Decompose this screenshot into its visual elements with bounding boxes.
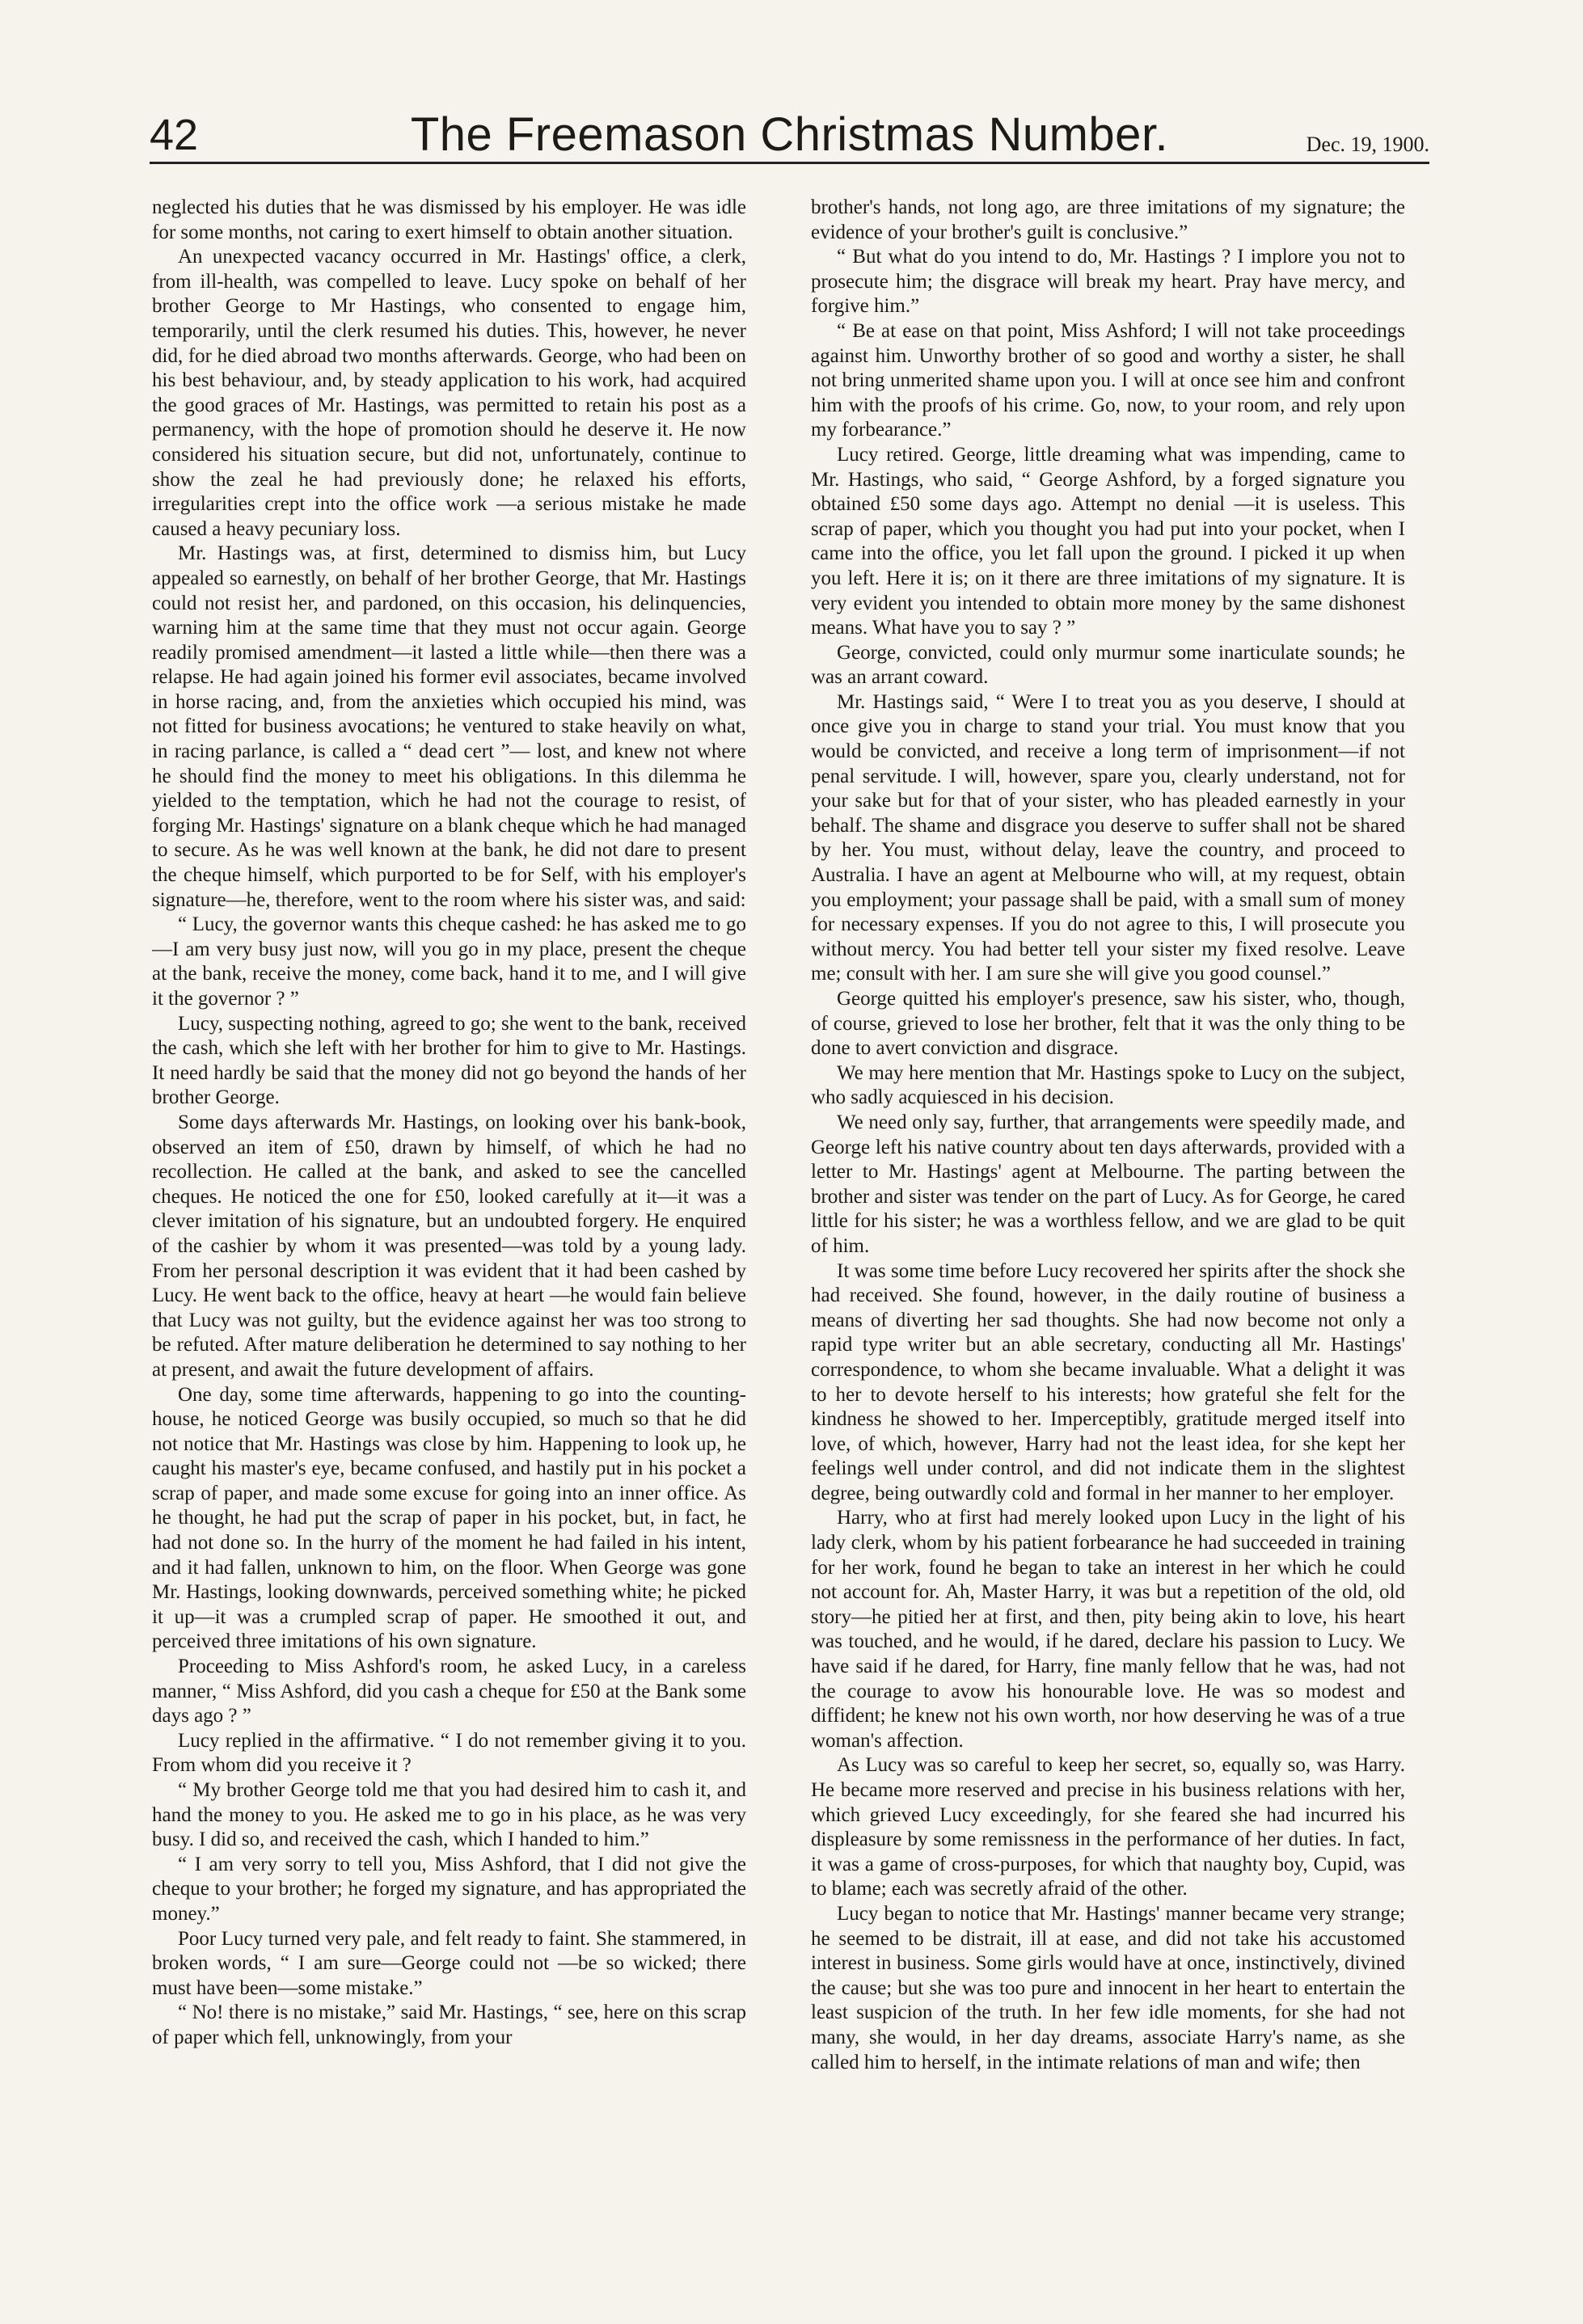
right-column <box>811 196 1405 2265</box>
paragraph: Mr. Hastings said, “ Were I to treat you as you deserve, I should at once give you in charge to stand your trial. You must know that you would be convicted, and receive a long term of imprisonment—if not penal servitude. I will, however, spare you, clearly understand, not for your sake but for that of your sister, who has pleaded earnestly in your behalf. The shame and disgrace you deserve to suffer shall not be shared by her. You must, without delay, leave the country, and proceed to Australia. I have an agent at Melbourne who will, at my request, obtain you employment; your passage shall be paid, with a small sum of money for necessary expenses. If you do not agree to this, I will prosecute you without mercy. You had better tell your sister my fixed resolve. Leave me; consult with her. I am sure she will give you good counsel.” <box>811 690 1405 985</box>
paragraph: Lucy began to notice that Mr. Hastings' manner became very strange; he seemed to be distrait, ill at ease, and did not take his accustomed interest in business. Some girls would have at once, instinctively, divined the cause; but she was too pure and innocent in her heart to entertain the least suspicion of the truth. In her few idle moments, for she had not many, she would, in her day dreams, associate Harry's name, as she called him to herself, in the intimate relations of man and wife; then <box>811 1902 1405 2073</box>
left-column <box>152 196 746 2265</box>
paragraph: Lucy retired. George, little dreaming what was impending, came to Mr. Hastings, who said, “ George Ashford, by a forged signature you obtained £50 some days ago. Attempt no denial —it is useless. This scrap of paper, which you thought you had put into your pocket, when I came into the office, you let fall upon the ground. I picked it up when you left. Here it is; on it there are three imitations of my signature. It is very evident you intended to obtain more money by the same dishonest means. What have you to say ? ” <box>811 443 1405 639</box>
paragraph: “ Be at ease on that point, Miss Ashford; I will not take proceedings against him. Unworthy brother of so good and worthy a sister, he shall not bring unmerited shame upon you. I will at once see him and confront him with the proofs of his crime. Go, now, to your room, and rely upon my forbearance.” <box>811 319 1405 441</box>
paragraph: George, convicted, could only murmur some inarticulate sounds; he was an arrant coward. <box>811 641 1405 689</box>
paragraph: “ My brother George told me that you had desired him to cash it, and hand the money to you. He asked me to go in his place, as he was very busy. I did so, and received the cash, which I handed to him.” <box>152 1779 746 1851</box>
paragraph: We may here mention that Mr. Hastings spoke to Lucy on the subject, who sadly acquiesced in his decision. <box>811 1061 1405 1109</box>
paragraph: “ Lucy, the governor wants this cheque cashed: he has asked me to go—I am very busy just now, will you go in my place, present the cheque at the bank, receive the money, come back, hand it to me, and I will give it the governor ? ” <box>152 913 746 1010</box>
paragraph: Harry, who at first had merely looked upon Lucy in the light of his lady clerk, whom by his patient forbearance he had succeeded in training for her work, found he began to take an interest in her which he could not account for. Ah, Master Harry, it was but a repetition of the old, old story—he pitied her at first, and then, pity being akin to love, his heart was touched, and he would, if he dared, declare his passion to Lucy. We have said if he dared, for Harry, fine manly fellow that he was, had not the courage to avow his honourable love. He was so modest and diffident; he knew not his own worth, nor how deserving he was of a true woman's affection. <box>811 1507 1405 1752</box>
paragraph: “ I am very sorry to tell you, Miss Ashford, that I did not give the cheque to your brother; he forged my signature, and has appropriated the money.” <box>152 1853 746 1925</box>
paragraph: George quitted his employer's presence, saw his sister, who, though, of course, grieved to lose her brother, felt that it was the only thing to be done to avert conviction and disgrace. <box>811 988 1405 1060</box>
paragraph: It was some time before Lucy recovered her spirits after the shock she had received. She found, however, in the daily routine of business a means of diverting her sad thoughts. She had now become not only a rapid type writer but an able secretary, conducting all Mr. Hastings' correspondence, to whom she became invaluable. What a delight it was to her to devote herself to his interests; how grateful she felt for the kindness he showed to her. Imperceptibly, gratitude merged itself into love, of which, however, Harry had not the least idea, for she kept her feelings well under control, and did not indicate them in the slightest degree, being outwardly cold and formal in her manner to her employer. <box>811 1259 1405 1504</box>
paragraph: “ But what do you intend to do, Mr. Hastings ? I implore you not to prosecute him; the disgrace will break my heart. Pray have mercy, and forgive him.” <box>811 246 1405 318</box>
paragraph: Proceeding to Miss Ashford's room, he asked Lucy, in a careless manner, “ Miss Ashford, did you cash a cheque for £50 at the Bank some days ago ? ” <box>152 1655 746 1727</box>
page-number: 42 <box>150 111 199 159</box>
page-header <box>150 108 1429 164</box>
paragraph: An unexpected vacancy occurred in Mr. Hastings' office, a clerk, from ill-health, was compelled to leave. Lucy spoke on behalf of her brother George to Mr Hastings, who consented to engage him, temporarily, until the clerk resumed his duties. This, however, he never did, for he died abroad two months afterwards. George, who had been on his best behaviour, and, by steady application to his work, had acquired the good graces of Mr. Hastings, was permitted to retain his post as a permanency, with the hope of promotion should he deserve it. He now considered his situation secure, but did not, unfortunately, continue to show the zeal he had previously done; he relaxed his efforts, irregularities crept into the office work —a serious mistake he made caused a heavy pecuniary loss. <box>152 246 746 540</box>
paragraph: One day, some time afterwards, happening to go into the counting-house, he noticed George was busily occupied, so much so that he did not notice that Mr. Hastings was close by him. Happening to look up, he caught his master's eye, became confused, and hastily put in his pocket a scrap of paper, and made some excuse for going into an inner office. As he thought, he had put the scrap of paper in his pocket, but, in fact, he had not done so. In the hurry of the moment he had failed in his intent, and it had fallen, unknown to him, on the floor. When George was gone Mr. Hastings, looking downwards, perceived something white; he picked it up—it was a crumpled scrap of paper. He smoothed it out, and perceived three imitations of his own signature. <box>152 1383 746 1653</box>
paragraph: Poor Lucy turned very pale, and felt ready to faint. She stammered, in broken words, “ I am sure—George could not —be so wicked; there must have been—some mistake.” <box>152 1927 746 1999</box>
paragraph: Lucy replied in the affirmative. “ I do not remember giving it to you. From whom did you receive it ? <box>152 1729 746 1777</box>
paragraph: Mr. Hastings was, at first, determined to dismiss him, but Lucy appealed so earnestly, on behalf of her brother George, that Mr. Hastings could not resist her, and pardoned, on this occasion, his delinquencies, warning him at the same time that they must not occur again. George readily promised amendment—it lasted a little while—then there was a relapse. He had again joined his former evil associates, became involved in horse racing, and, from the anxieties which occupied his mind, was not fitted for business avocations; he ventured to stake heavily on what, in racing parlance, is called a “ dead cert ”— lost, and knew not where he should find the money to meet his obligations. In this dilemma he yielded to the temptation, which he had not the courage to resist, of forging Mr. Hastings' signature on a blank cheque which he had managed to secure. As he was well known at the bank, he did not dare to present the cheque himself, which purported to be for Self, with his employer's signature—he, therefore, went to the room where his sister was, and said: <box>152 542 746 911</box>
paragraph: Lucy, suspecting nothing, agreed to go; she went to the bank, received the cash, which she left with her brother for him to give to Mr. Hastings. It need hardly be said that the money did not go beyond the hands of her brother George. <box>152 1012 746 1109</box>
paragraph: brother's hands, not long ago, are three imitations of my signature; the evidence of your brother's guilt is conclusive.” <box>811 196 1405 243</box>
paragraph: We need only say, further, that arrangements were speedily made, and George left his native country about ten days afterwards, provided with a letter to Mr. Hastings' agent at Melbourne. The parting between the brother and sister was tender on the part of Lucy. As for George, he cared little for his sister; he was a worthless fellow, and we are glad to be quit of him. <box>811 1111 1405 1257</box>
publication-title: The Freemason Christmas Number. <box>410 108 1169 161</box>
issue-date: Dec. 19, 1900. <box>1306 133 1429 156</box>
paragraph: Some days afterwards Mr. Hastings, on looking over his bank-book, observed an item of £50, drawn by himself, of which he had no recollection. He called at the bank, and asked to see the cancelled cheques. He noticed the one for £50, looked carefully at it—it was a clever imitation of his signature, but an undoubted forgery. He enquired of the cashier by whom it was presented—was told by a young lady. From her personal description it was evident that it had been cashed by Lucy. He went back to the office, heavy at heart —he would fain believe that Lucy was not guilty, but the evidence against her was too strong to be refuted. After mature deliberation he determined to say nothing to her at present, and await the future development of affairs. <box>152 1111 746 1381</box>
paragraph: “ No! there is no mistake,” said Mr. Hastings, “ see, here on this scrap of paper which fell, unknowingly, from your <box>152 2001 746 2048</box>
paragraph: neglected his duties that he was dismissed by his employer. He was idle for some months, not caring to exert himself to obtain another situation. <box>152 196 746 243</box>
paragraph: As Lucy was so careful to keep her secret, so, equally so, was Harry. He became more reserved and precise in his business relations with her, which grieved Lucy exceedingly, for she feared she had incurred his displeasure by some remissness in the performance of her duties. In fact, it was a game of cross-purposes, for which that naughty boy, Cupid, was to blame; each was secretly afraid of the other. <box>811 1754 1405 1900</box>
